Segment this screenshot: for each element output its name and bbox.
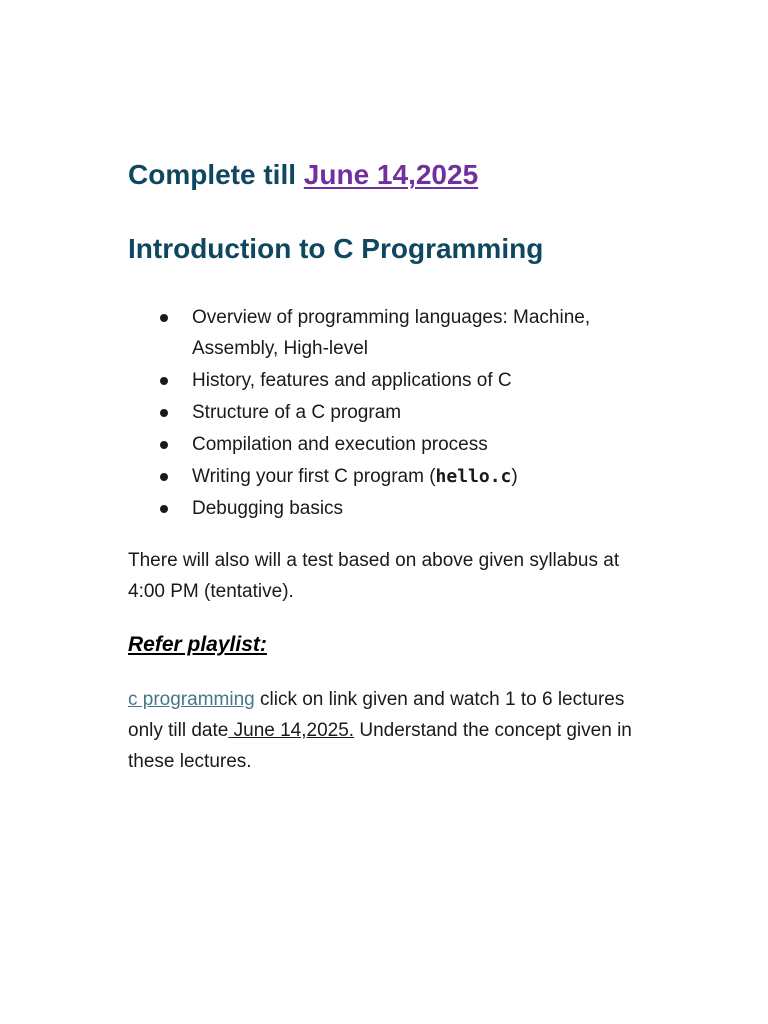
- list-item: [128, 493, 648, 524]
- deadline-heading: [128, 157, 478, 193]
- bullet-icon: [160, 505, 168, 513]
- deadline-date-link[interactable]: June 14,2025: [303, 159, 479, 190]
- syllabus-item-text: Overview of programming languages: Machine, Assembly, High-level: [192, 307, 591, 359]
- playlist-text-before-date: click on link given and watch 1 to 6 lectures only till date: [128, 689, 625, 741]
- bullet-icon: [160, 473, 168, 481]
- list-item: [128, 365, 648, 396]
- syllabus-item-text: Writing your first C program (: [192, 466, 436, 487]
- playlist-link[interactable]: c programming: [128, 689, 255, 710]
- playlist-heading: Refer playlist:: [128, 633, 267, 656]
- deadline-prefix: Complete till: [128, 159, 304, 190]
- code-filename: hello.c: [435, 466, 512, 487]
- syllabus-item-text: Compilation and execution process: [192, 434, 488, 455]
- list-item: [128, 429, 648, 460]
- syllabus-list: [128, 302, 648, 525]
- bullet-icon: [160, 441, 168, 449]
- playlist-date: June 14,2025.: [228, 720, 355, 741]
- bullet-icon: [160, 314, 168, 322]
- topic-heading: Introduction to C Programming: [128, 233, 544, 264]
- test-note: There will also will a test based on above given syllabus at 4:00 PM (tentative).: [128, 550, 620, 602]
- playlist-text-after-date: Understand the concept given in these lectures.: [128, 720, 632, 772]
- syllabus-item-text: Structure of a C program: [192, 402, 402, 423]
- list-item: [128, 397, 648, 428]
- syllabus-item-text: History, features and applications of C: [192, 370, 512, 391]
- list-item: [128, 461, 648, 492]
- syllabus-item-text: Debugging basics: [192, 498, 344, 519]
- bullet-icon: [160, 409, 168, 417]
- syllabus-item-suffix: ): [511, 466, 518, 487]
- playlist-paragraph: [128, 684, 648, 777]
- bullet-icon: [160, 377, 168, 385]
- list-item: [128, 302, 648, 364]
